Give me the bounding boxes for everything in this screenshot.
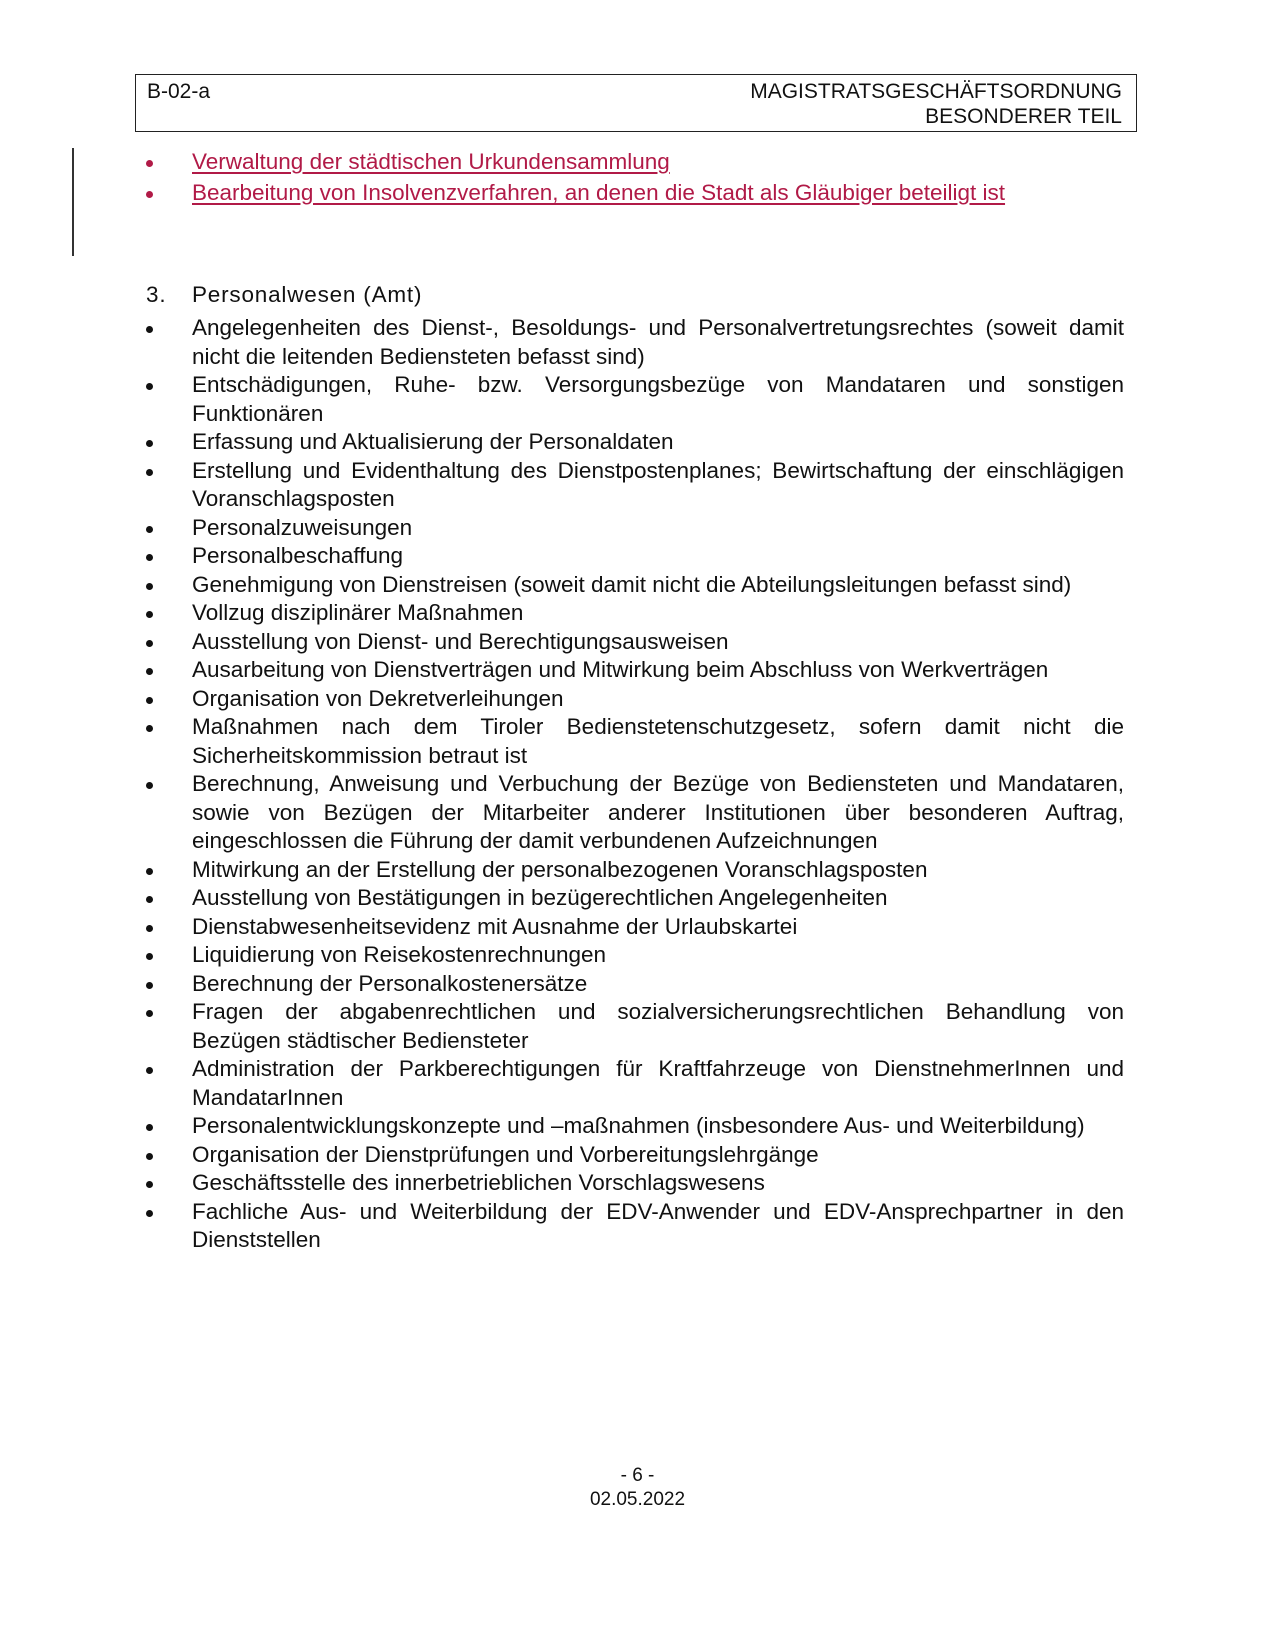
list-item-text: Fachliche Aus- und Weiterbildung der EDV-Anwender und EDV-Ansprechpartner in den Dienststellen (192, 1198, 1124, 1252)
list-item (144, 913, 1124, 942)
list-item-text: Entschädigungen, Ruhe- bzw. Versorgungsbezüge von Mandataren und sonstigen Funktionären (192, 372, 1124, 426)
list-item-text: Genehmigung von Dienstreisen (soweit damit nicht die Abteilungsleitungen befasst sind) (192, 571, 1072, 597)
list-item (144, 1112, 1124, 1141)
list-item (144, 770, 1124, 856)
list-item-text: Organisation von Dekretverleihungen (192, 685, 564, 711)
list-item (144, 514, 1124, 543)
responsibilities-list (144, 314, 1124, 1255)
list-item-text: Ausarbeitung von Dienstverträgen und Mitwirkung beim Abschluss von Werkverträgen (192, 657, 1049, 682)
section-heading (146, 281, 422, 309)
footer-date: 02.05.2022 (589, 1489, 686, 1510)
list-item-text: Liquidierung von Reisekostenrechnungen (192, 942, 607, 967)
list-item (144, 628, 1124, 657)
document-title-line1: MAGISTRATSGESCHÄFTSORDNUNG (750, 80, 1122, 103)
list-item (144, 884, 1124, 913)
changed-list-item (144, 148, 1124, 177)
list-item (144, 998, 1124, 1055)
list-item-text: Ausstellung von Bestätigungen in bezügerechtlichen Angelegenheiten (192, 885, 888, 910)
list-item-text: Personalbeschaffung (192, 543, 403, 568)
list-item (144, 856, 1124, 885)
list-item-text: Erstellung und Evidenthaltung des Dienstpostenplanes; Bewirtschaftung der einschlägigen Voranschlagsposten (192, 457, 1124, 511)
list-item (144, 542, 1124, 571)
list-item (144, 1198, 1124, 1255)
list-item (144, 371, 1124, 428)
list-item (144, 1055, 1124, 1112)
list-item-text: Berechnung, Anweisung und Verbuchung der Bezüge von Bediensteten und Mandataren, sowie von Bezügen der Mitarbeiter anderer Institutionen über besonderen Auftrag, eingeschlossen die Führung der damit verbundenen Aufzeichnungen (192, 771, 1124, 853)
list-item-text: Mitwirkung an der Erstellung der personalbezogenen Voranschlagsposten (192, 856, 928, 882)
list-item-text: Organisation der Dienstprüfungen und Vorbereitungslehrgänge (192, 1141, 819, 1167)
section-number: 3. (146, 282, 167, 307)
list-item (144, 970, 1124, 999)
list-item-text: Administration der Parkberechtigungen für Kraftfahrzeuge von DienstnehmerInnen und MandatarInnen (192, 1056, 1124, 1110)
list-item-text: Erfassung und Aktualisierung der Personaldaten (192, 429, 674, 454)
page-header (135, 74, 1137, 132)
list-item (144, 1141, 1124, 1170)
list-item (144, 428, 1124, 457)
document-title (750, 79, 1122, 129)
list-item (144, 685, 1124, 714)
revision-change-bar (72, 148, 74, 256)
section-title: Personalwesen (Amt) (192, 282, 423, 307)
document-title-line2: BESONDERER TEIL (925, 105, 1122, 128)
changed-list-item (144, 179, 1124, 208)
changed-item-text: Bearbeitung von Insolvenzverfahren, an denen die Stadt als Gläubiger beteiligt ist (192, 179, 1006, 205)
list-item (144, 656, 1124, 685)
list-item-text: Berechnung der Personalkostenersätze (192, 970, 588, 996)
list-item (144, 599, 1124, 628)
list-item (144, 571, 1124, 600)
list-item-text: Dienstabwesenheitsevidenz mit Ausnahme der Urlaubskartei (192, 913, 798, 939)
list-item (144, 457, 1124, 514)
list-item-text: Personalzuweisungen (192, 514, 413, 540)
list-item-text: Geschäftsstelle des innerbetrieblichen Vorschlagswesens (192, 1170, 765, 1195)
list-item (144, 713, 1124, 770)
list-item-text: Ausstellung von Dienst- und Berechtigungsausweisen (192, 628, 729, 654)
list-item-text: Vollzug disziplinärer Maßnahmen (192, 600, 524, 625)
list-item (144, 314, 1124, 371)
list-item-text: Fragen der abgabenrechtlichen und sozialversicherungsrechtlichen Behandlung von Bezügen städtischer Bediensteter (192, 999, 1124, 1053)
changed-item-text: Verwaltung der städtischen Urkundensammlung (192, 149, 670, 174)
list-item-text: Angelegenheiten des Dienst-, Besoldungs- und Personalvertretungsrechtes (soweit damit nicht die leitenden Bediensteten befasst sind) (192, 315, 1124, 369)
document-code: B-02-a (147, 80, 211, 103)
list-item-text: Maßnahmen nach dem Tiroler Bedienstetenschutzgesetz, sofern damit nicht die Sicherheitskommission betraut ist (192, 714, 1124, 768)
list-item (144, 941, 1124, 970)
list-item (144, 1169, 1124, 1198)
changed-items-list (144, 148, 1124, 209)
list-item-text: Personalentwicklungskonzepte und –maßnahmen (insbesondere Aus- und Weiterbildung) (192, 1113, 1085, 1138)
page-number: - 6 - (620, 1465, 655, 1486)
